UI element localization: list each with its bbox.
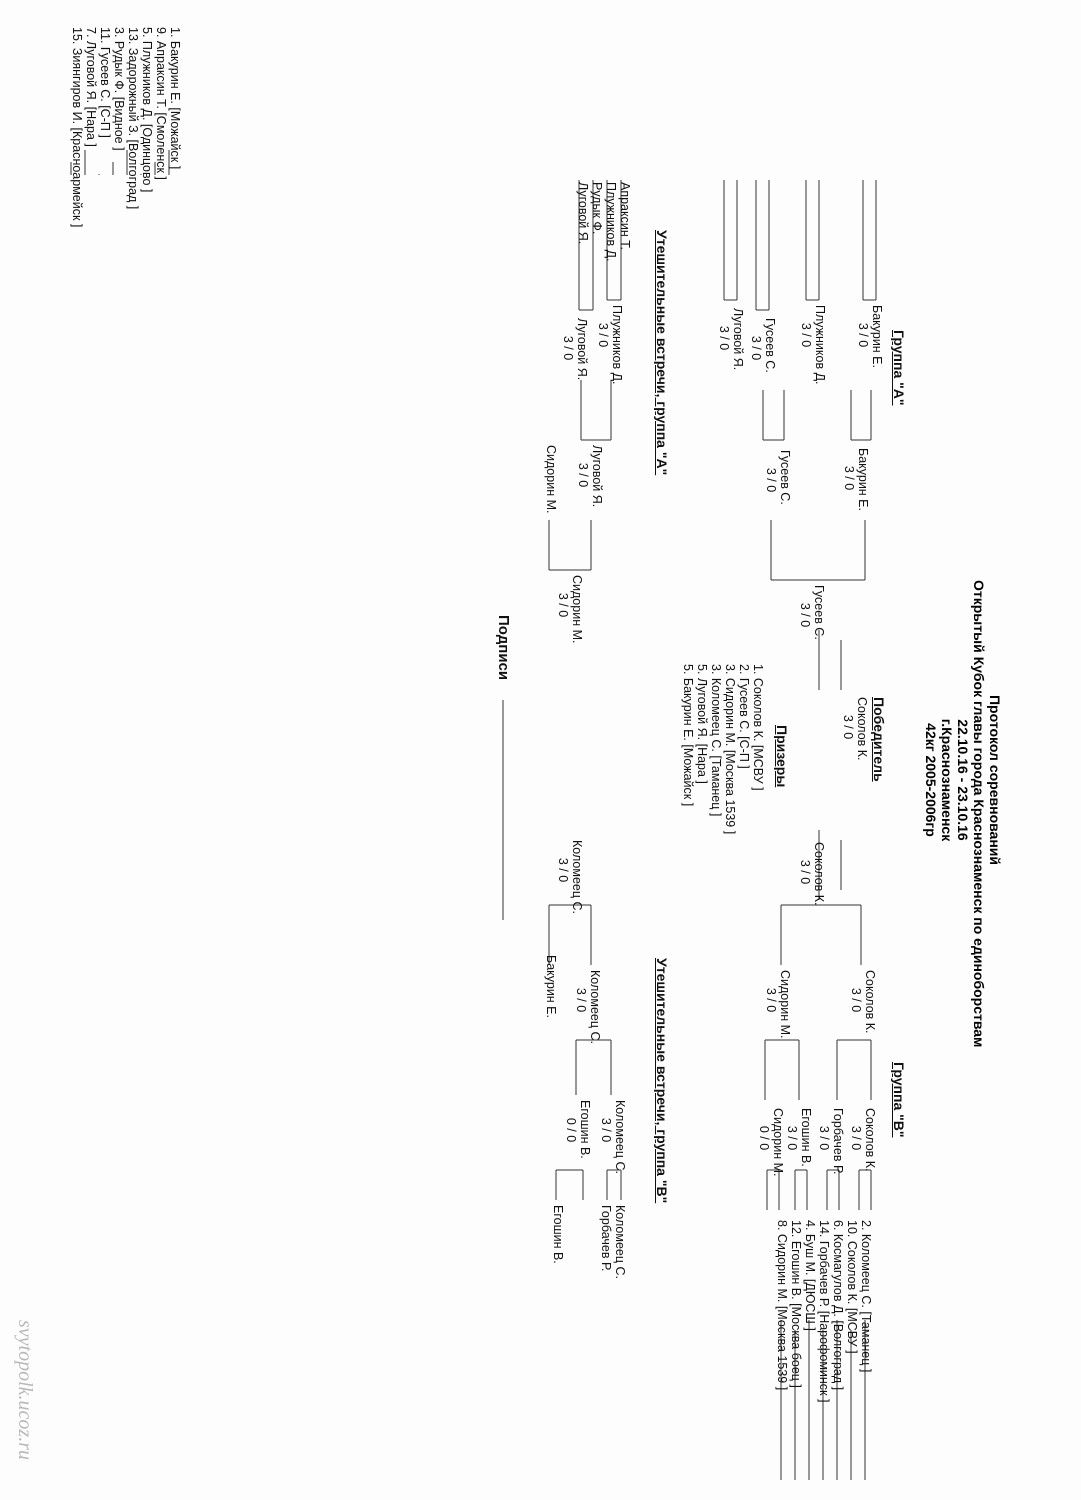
consolation-a-title: Утешительные встречи, группа "А" (654, 230, 670, 476)
prize-item: 3. Коломеец С. [Таманец ] (709, 664, 723, 817)
consolation-b-final-score: 3 / 0 (556, 857, 570, 883)
consolation-a-entrant: Плужников Д. (604, 182, 618, 262)
group-a-final-score: 3 / 0 (798, 602, 812, 628)
group-b-r2-winner: Сидорин М. (778, 970, 792, 1039)
weight-category: 42кг 2005-2006гр (923, 723, 939, 837)
group-a-r1-score: 3 / 0 (856, 322, 870, 348)
group-a-r1-score: 3 / 0 (717, 325, 731, 351)
consolation-b-entrant: Коломеец С. (613, 1205, 627, 1279)
group-b-entrant: 10. Соколов К. [МСВУ ] (845, 1220, 859, 1354)
group-b-final-winner: Соколов К. (812, 842, 826, 906)
consolation-b-r1-winner: Коломеец С. (613, 1100, 627, 1174)
consolation-b-r2-score: 3 / 0 (574, 987, 588, 1013)
group-b-entrant: 12. Егошин В. [Москва боец ] (789, 1220, 803, 1388)
group-b-entrant: 8. Сидорин М. [Москва 1539 ] (775, 1220, 789, 1391)
group-b-r1-winner: Сидорин М. (771, 1108, 785, 1177)
group-a-entrant: 1. Бакурин Е. [Можайск ] (168, 27, 182, 170)
consolation-a-entrant: Луговой Я. (576, 182, 590, 245)
group-b-r1-score: 0 / 0 (757, 1125, 771, 1151)
group-a-entrant: 9. Апраксин Т. [Смоленск ] (154, 27, 168, 180)
winner-label: Победитель (871, 697, 887, 782)
group-a-r1-winner: Плужников Д. (813, 305, 827, 385)
prize-item: 1. Соколов К. [МСВУ ] (751, 664, 765, 791)
group-b-r1-winner: Соколов К. (863, 1108, 877, 1172)
group-b-r1-winner: Егошин В. (799, 1108, 813, 1167)
group-a-title: Группа "А" (891, 330, 907, 406)
group-b-entrant: 2. Коломеец С. [Таманец ] (859, 1220, 873, 1373)
group-a-entrant: 11. Гусеев С. [С-П ] (98, 27, 112, 138)
group-a-r1-score: 3 / 0 (749, 335, 763, 361)
consolation-a-r2-score: 3 / 0 (576, 462, 590, 488)
prize-item: 5. Бакурин Е. [Можайск ] (681, 664, 695, 807)
group-b-entrant: 6. Космагулов Д. [Волгоград ] (831, 1220, 845, 1391)
group-b-r1-score: 3 / 0 (817, 1125, 831, 1151)
group-b-r2-winner: Соколов К. (863, 970, 877, 1034)
group-b-title: Группа "В" (891, 1062, 907, 1138)
group-a-entrant: 15. Зиянгиров И. [Красноармейск ] (70, 27, 84, 228)
group-a-r1-score: 3 / 0 (799, 322, 813, 348)
group-a-r1-winner: Луговой Я. (731, 308, 745, 371)
group-a-entrant: 13. Задорожный З. [Волгоград ] (126, 27, 140, 210)
group-b-entrant: 4. Буш М. [ДЮСШ ] (803, 1220, 817, 1331)
signatures-label: Подписи (495, 615, 512, 681)
group-a-final-winner: Гусеев С. (812, 585, 826, 640)
prize-item: 5. Луговой Я. [Нара ] (695, 664, 709, 784)
group-b-r1-score: 3 / 0 (785, 1125, 799, 1151)
group-a-entrant: 5. Плужников Д. [Одинцово ] (140, 27, 154, 193)
consolation-a-r1-winner: Луговой Я. (575, 318, 589, 381)
winner-name: Соколов К. (855, 697, 869, 761)
competition-name: Открытый Кубок главы города Краснознаменск по единоборствам (971, 580, 987, 1048)
group-a-r2-score: 3 / 0 (764, 467, 778, 493)
consolation-b-entrant: Горбачев Р. (599, 1205, 613, 1272)
consolation-a-r2-winner: Луговой Я. (590, 445, 604, 508)
consolation-a-r1-score: 3 / 0 (561, 335, 575, 361)
consolation-b-seed: Бакурин Е. (544, 955, 558, 1018)
prize-item: 3. Сидорин М. [Москва 1539 ] (723, 664, 737, 835)
group-a-r1-winner: Гусеев С. (763, 318, 777, 373)
consolation-b-entrant: Егошин В. (551, 1205, 565, 1264)
consolation-a-final-score: 3 / 0 (556, 592, 570, 618)
prizes-label: Призеры (774, 725, 790, 788)
group-b-r1-score: 3 / 0 (849, 1125, 863, 1151)
group-b-final-score: 3 / 0 (798, 859, 812, 885)
group-a-r2-winner: Бакурин Е. (856, 448, 870, 511)
consolation-a-r1-score: 3 / 0 (596, 322, 610, 348)
consolation-a-r1-winner: Плужников Д. (610, 305, 624, 385)
consolation-b-r1-score: 3 / 0 (599, 1117, 613, 1143)
consolation-b-r1-score: 0 / 0 (564, 1117, 578, 1143)
protocol-title: Протокол соревнований (987, 694, 1003, 866)
winner-score: 3 / 0 (841, 714, 855, 740)
consolation-b-r2-winner: Коломеец С. (588, 970, 602, 1044)
consolation-a-entrant: Апраксин Т. (618, 182, 632, 250)
group-a-entrant: 7. Луговой Я. [Нара ] (84, 27, 98, 147)
competition-dates: 22.10.16 - 23.10.16 (955, 719, 971, 841)
group-a-r1-winner: Бакурин Е. (870, 305, 884, 368)
group-a-r2-winner: Гусеев С. (778, 450, 792, 505)
consolation-b-r1-winner: Егошин В. (578, 1100, 592, 1159)
group-b-r2-score: 3 / 0 (764, 987, 778, 1013)
group-a-r2-score: 3 / 0 (842, 465, 856, 491)
competition-city: г.Краснознаменск (939, 718, 955, 842)
consolation-a-entrant: Рудык Ф. (590, 182, 604, 235)
consolation-b-final-winner: Коломеец С. (570, 840, 584, 914)
consolation-b-title: Утешительные встречи, группа "В" (654, 958, 670, 1204)
consolation-a-final-winner: Сидорин М. (570, 575, 584, 644)
prize-item: 2. Гусеев С. [С-П ] (737, 664, 751, 769)
group-a-entrant: 3. Рудык Ф. [Видное ] (112, 27, 126, 151)
group-b-r2-score: 3 / 0 (849, 987, 863, 1013)
group-b-entrant: 14. Горбачев Р. [Нарофоминск ] (817, 1220, 831, 1403)
group-b-r1-winner: Горбачев Р. (831, 1108, 845, 1175)
consolation-a-seed: Сидорин М. (544, 445, 558, 514)
watermark: svytopolk.ucoz.ru (14, 1320, 36, 1460)
